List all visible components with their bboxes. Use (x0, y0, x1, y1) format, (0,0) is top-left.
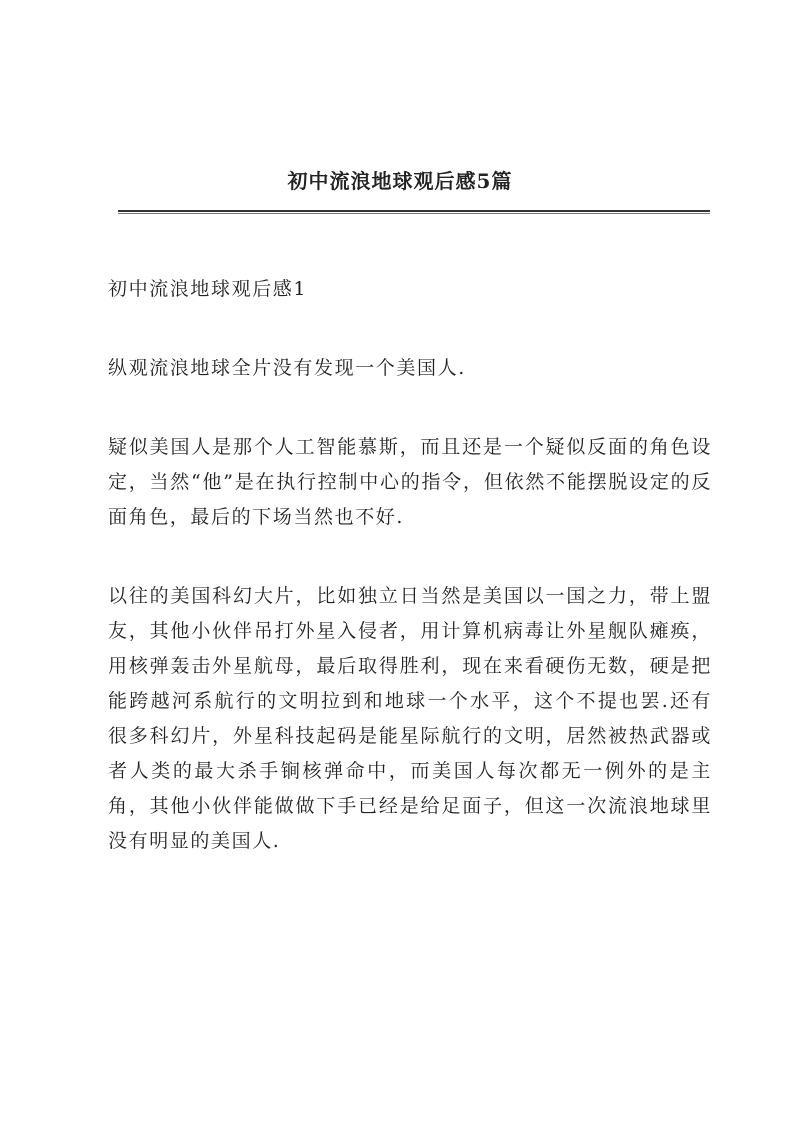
title-divider (118, 210, 710, 214)
section-heading: 初中流浪地球观后感1 (108, 278, 308, 300)
paragraph: 以往的美国科幻大片，比如独立日当然是美国以一国之力，带上盟友，其他小伙伴吊打外星入侵者，用计算机病毒让外星舰队瘫痪，用核弹轰击外星航母，最后取得胜利，现在来看硬伤无数，硬是把能跨越河系航行的文明拉到和地球一个水平，这个不提也罢.还有很多科幻片，外星科技起码是能星际航行的文明，居然被热武器或者人类的最大杀手锏核弹命中，而美国人每次都无一例外的是主角，其他小伙伴能做做下手已经是给足面子，但这一次流浪地球里没有明显的美国人. (108, 585, 712, 852)
paragraph: 疑似美国人是那个人工智能慕斯，而且还是一个疑似反面的角色设定，当然“他”是在执行控制中心的指令，但依然不能摆脱设定的反面角色，最后的下场当然也不好. (108, 436, 712, 528)
page-title: 初中流浪地球观后感5篇 (287, 169, 513, 193)
document-body (108, 272, 712, 903)
paragraph: 纵观流浪地球全片没有发现一个美国人. (108, 357, 466, 379)
